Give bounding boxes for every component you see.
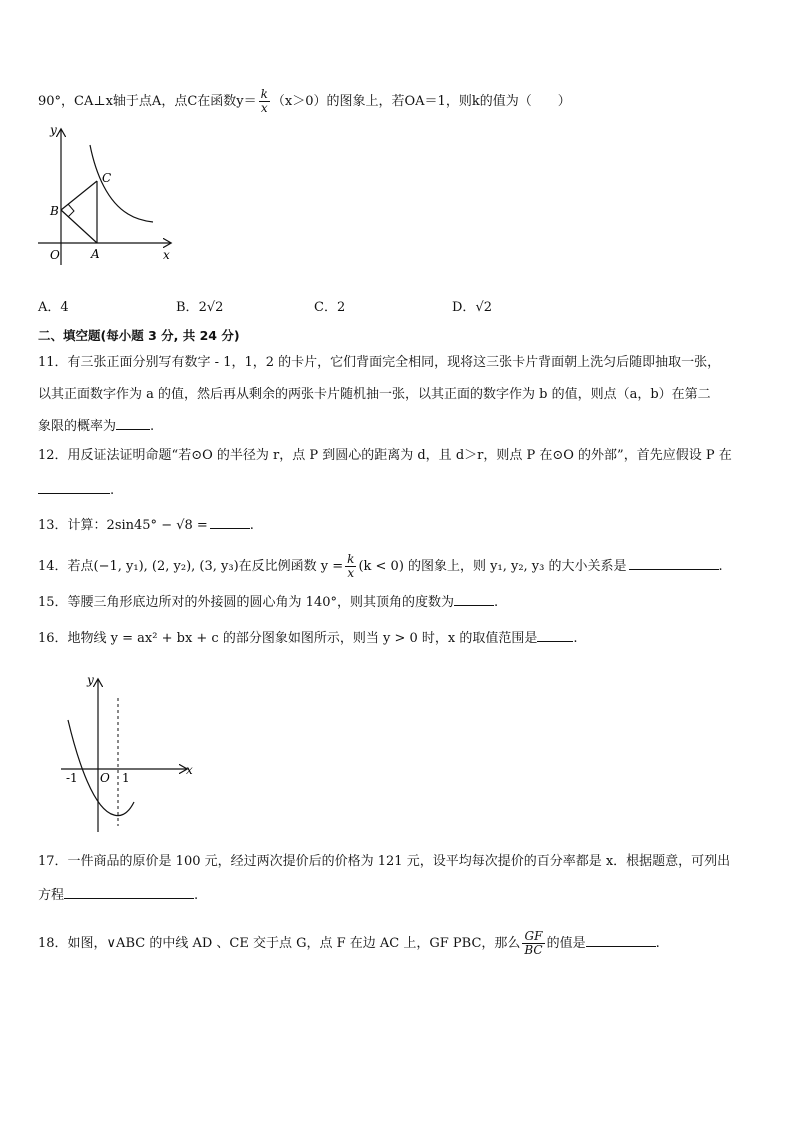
q11-text: 象限的概率为 <box>38 419 117 434</box>
q10-right-angle-mark <box>68 204 74 217</box>
q16-label-o: O <box>100 771 110 785</box>
q10-frac-num: k <box>260 87 268 101</box>
q16-label-x: x <box>186 763 193 777</box>
q12-line2: . <box>38 480 114 500</box>
q10-suffix: （x＞0）的图象上，若OA＝1，则k的值为（ ） <box>271 94 571 109</box>
q10-segment-ba <box>61 210 97 243</box>
q11-answer-blank <box>116 416 150 430</box>
q17-answer-blank <box>64 885 194 899</box>
q15-text: 15．等腰三角形底边所对的外接圆的圆心角为 140°，则其顶角的度数为 <box>38 595 454 610</box>
q14-prefix: 14．若点(−1, y₁), (2, y₂), (3, y₃)在反比例函数 y = <box>38 559 344 574</box>
q11-line1: 11．有三张正面分别写有数字 - 1，1，2 的卡片，它们背面完全相同，现将这三张卡片背面朝上洗匀后随即抽取一张， <box>38 355 721 370</box>
q13-line: 13．计算：2sin45° − √8 = . <box>38 515 254 535</box>
q18-prefix: 18．如图，∨ABC 的中线 AD 、CE 交于点 G，点 F 在边 AC 上，GF PBC，那么 <box>38 936 521 951</box>
q10-label-o: O <box>50 248 60 262</box>
q10-option-b: B．2√2 <box>176 300 224 315</box>
q13-text: 13．计算：2sin45° − √8 = <box>38 518 208 533</box>
q12-line1: 12．用反证法证明命题“若⊙O 的半径为 r，点 P 到圆心的距离为 d，且 d＞r，则点 P 在⊙O 的外部”，首先应假设 P 在 <box>38 448 732 463</box>
q14-suffix: (k < 0) 的图象上，则 y₁, y₂, y₃ 的大小关系是 <box>358 559 627 574</box>
section-heading: 二、填空题(每小题 3 分, 共 24 分) <box>38 328 240 343</box>
q16-line: 16．地物线 y = ax² + bx + c 的部分图象如图所示，则当 y > 0 时，x 的取值范围是 . <box>38 628 578 648</box>
q15-answer-blank <box>454 592 494 606</box>
q18-fraction: $\frac{GF}{BC}$ <box>524 929 543 957</box>
q10-label-x: x <box>163 248 170 262</box>
q14-answer-blank <box>629 556 719 570</box>
q10-figure <box>36 120 186 268</box>
q10-prefix: 90°，CA⊥x轴于点A，点C在函数y＝ <box>38 94 257 109</box>
q11-line3: 象限的概率为 . <box>38 416 154 436</box>
q13-answer-blank <box>210 515 250 529</box>
q16-answer-blank <box>537 628 573 642</box>
q10-hyperbola <box>90 145 153 222</box>
q18-suffix: 的值是 <box>546 936 586 951</box>
q10-label-c: C <box>102 171 112 185</box>
q14-fraction: $\frac{k}{x}$ <box>347 552 355 580</box>
q10-option-d: D．√2 <box>452 300 492 315</box>
q17-line2: 方程 . <box>38 885 198 905</box>
q15-line: 15．等腰三角形底边所对的外接圆的圆心角为 140°，则其顶角的度数为 . <box>38 592 498 612</box>
q12-answer-blank <box>38 480 110 494</box>
q10-frac-den: x <box>260 101 268 115</box>
q11-line2: 以其正面数字作为 a 的值，然后再从剩余的两张卡片随机抽一张，以其正面的数字作为 b 的值，则点（a，b）在第二 <box>38 387 711 402</box>
q18-answer-blank <box>586 933 656 947</box>
q18-line: 18．如图，∨ABC 的中线 AD 、CE 交于点 G，点 F 在边 AC 上，GF PBC，那么 $\frac{GF}{BC}$ 的值是 . <box>38 929 660 957</box>
q16-label-neg1: -1 <box>66 771 78 785</box>
q10-label-y: y <box>50 123 57 137</box>
q10-label-a: A <box>91 247 100 261</box>
q17-text: 方程 <box>38 888 65 903</box>
q16-label-1: 1 <box>122 771 130 785</box>
q10-label-b: B <box>50 204 59 218</box>
q10-stem <box>38 88 571 115</box>
q16-parabola <box>68 720 134 816</box>
q10-option-a: A．4 <box>38 300 69 315</box>
q10-fraction <box>259 88 270 115</box>
q17-line1: 17．一件商品的原价是 100 元，经过两次提价后的价格为 121 元，设平均每次提价的百分率都是 x．根据题意，可列出 <box>38 854 731 869</box>
q14-line: 14．若点(−1, y₁), (2, y₂), (3, y₃)在反比例函数 y = $\frac{k}{x}$ (k < 0) 的图象上，则 y₁, y₂, y₃ 的大小关系是 . <box>38 552 723 580</box>
q10-segment-bc <box>61 181 97 210</box>
q16-label-y: y <box>87 673 94 687</box>
q16-figure <box>58 670 198 838</box>
q16-text: 16．地物线 y = ax² + bx + c 的部分图象如图所示，则当 y > 0 时，x 的取值范围是 <box>38 631 538 646</box>
q10-option-c: C．2 <box>314 300 346 315</box>
